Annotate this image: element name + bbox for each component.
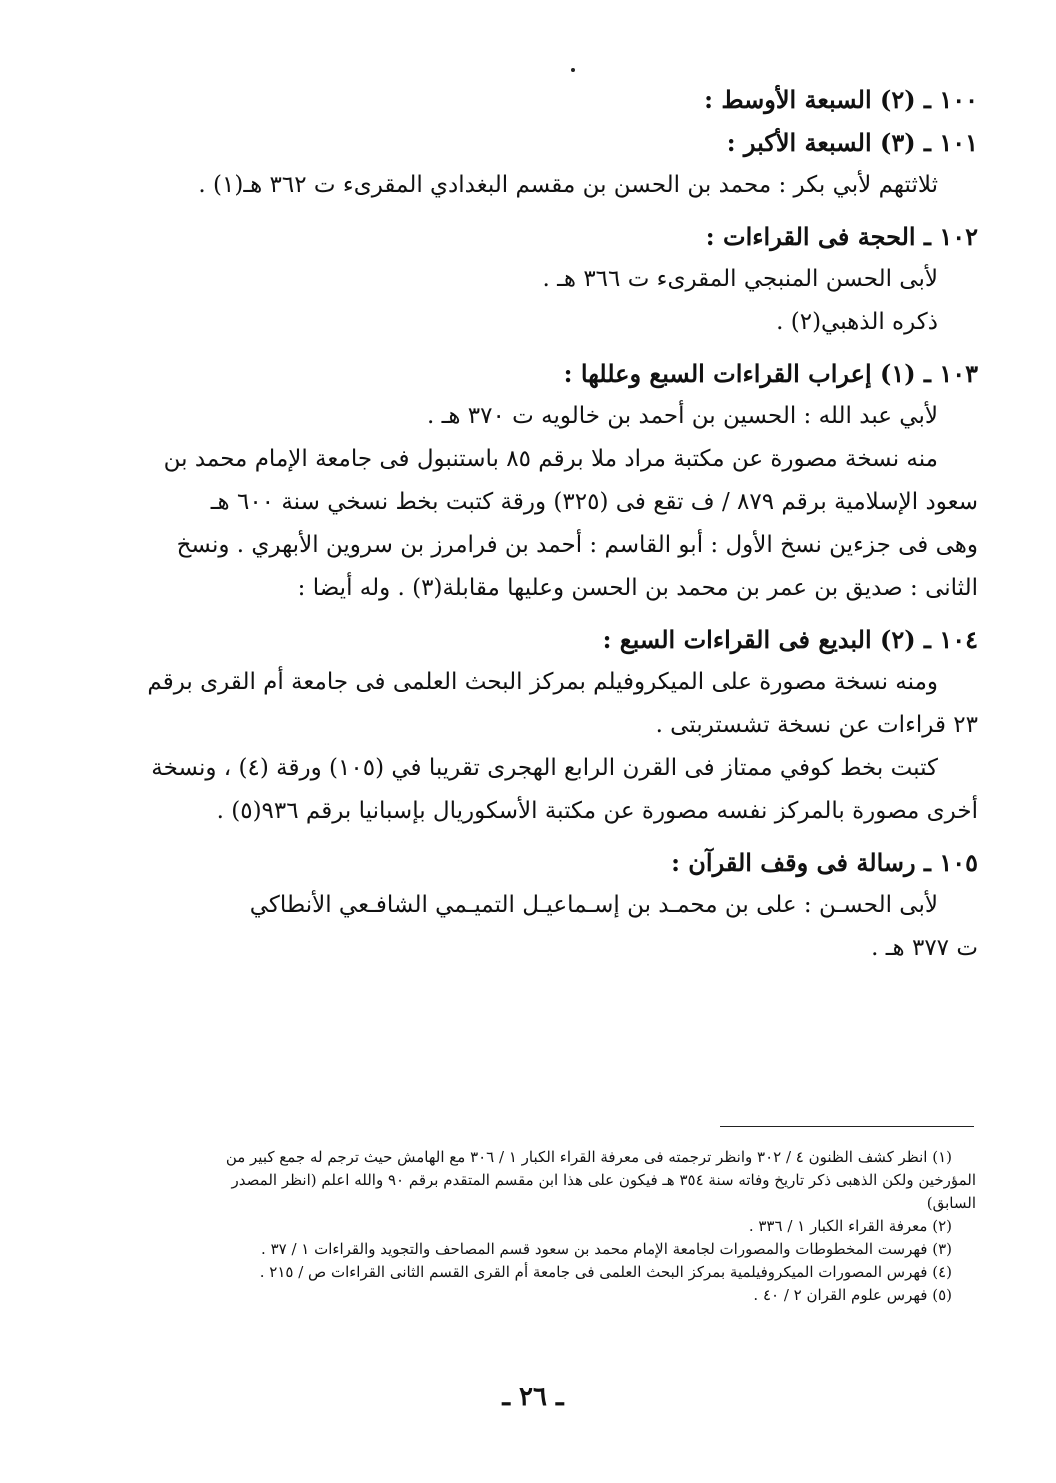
paragraph-line: كتبت بخط كوفي ممتاز فى القرن الرابع الهجرى تقريبا في (١٠٥) ورقة (٤) ، ونسخة [151,755,938,781]
entry-text-line: ذكره الذهبي(٢) . [776,309,938,335]
paragraph-line: ٢٣ قراءات عن نسخة تشستربتى . [655,712,978,738]
paragraph-line: ت ٣٧٧ هـ . [871,935,978,961]
paragraph-line: ومنه نسخة مصورة على الميكروفيلم بمركز البحث العلمى فى جامعة أم القرى برقم [147,669,938,695]
entry-heading-103: ١٠٣ ـ (١) إعراب القراءات السبع وعللها : [563,359,978,388]
entry-text-line: ثلاثتهم لأبي بكر : محمد بن الحسن بن مقسم البغدادي المقرىء ت ٣٦٢ هـ(١) . [198,172,938,198]
footnotes [150,1146,976,1307]
page-number: ـ ٢٦ ـ [502,1382,564,1412]
entry-heading-102: ١٠٢ ـ الحجة فى القراءات : [705,222,978,251]
footnote-separator [720,1126,974,1127]
entry-heading-104: ١٠٤ ـ (٢) البديع فى القراءات السبع : [602,625,978,654]
paragraph-line: لأبى الحسـن : على بن محمـد بن إسـماعيـل التميـمي الشافـعي الأنطاكي [249,892,938,918]
paragraph-line: منه نسخة مصورة عن مكتبة مراد ملا برقم ٨٥ باستنبول فى جامعة الإمام محمد بن [163,446,938,472]
footnote-5: (٥) فهرس علوم القران ٢ / ٤٠ . [753,1286,952,1304]
footnote-4: (٤) فهرس المصورات الميكروفيلمية بمركز البحث العلمى فى جامعة أم القرى القسم الثانى القراءات ص / ٢١٥ . [259,1263,952,1281]
entry-text-line: لأبى الحسن المنبجي المقرىء ت ٣٦٦ هـ . [542,266,938,292]
page-body [120,78,978,970]
entry-heading-105: ١٠٥ ـ رسالة فى وقف القرآن : [671,848,978,877]
paragraph-line: وهى فى جزءين نسخ الأول : أبو القاسم : أحمد بن فرامرز بن سروين الأبهري . ونسخ [176,532,978,558]
paragraph-line: سعود الإسلامية برقم ٨٧٩ / ف تقع فى (٣٢٥) ورقة كتبت بخط نسخي سنة ٦٠٠ هـ [210,489,978,515]
footnote-line: (١) انظر كشف الظنون ٤ / ٣٠٢ وانظر ترجمته فى معرفة القراء الكبار ١ / ٣٠٦ مع الهامش حيث ترجم له جمع كبير من [225,1148,952,1166]
ink-speck [571,68,575,72]
footnote-2: (٢) معرفة القراء الكبار ١ / ٣٣٦ . [748,1217,952,1235]
paragraph-line: أخرى مصورة بالمركز نفسه مصورة عن مكتبة الأسكوريال بإسبانيا برقم ٩٣٦(٥) . [216,798,978,824]
footnote-1 [150,1146,976,1169]
entry-heading-100: ١٠٠ ـ (٢) السبعة الأوسط : [704,85,978,114]
entry-heading-101: ١٠١ ـ (٣) السبعة الأكبر : [726,128,978,157]
paragraph-line: الثانى : صديق بن عمر بن محمد بن الحسن وعليها مقابلة(٣) . وله أيضا : [297,575,978,601]
footnote-3: (٣) فهرست المخطوطات والمصورات لجامعة الإمام محمد بن سعود قسم المصاحف والتجويد والقراءات ١ / ٣٧ . [261,1240,952,1258]
footnote-line: المؤرخين ولكن الذهبى ذكر تاريخ وفاته سنة ٣٥٤ هـ فيكون على هذا ابن مقسم المتقدم برقم ٩٠ والله اعلم (انظر المصدر [231,1171,976,1189]
footnote-line: السابق) [926,1194,976,1212]
entry-text-line: لأبي عبد الله : الحسين بن أحمد بن خالويه ت ٣٧٠ هـ . [426,403,938,429]
